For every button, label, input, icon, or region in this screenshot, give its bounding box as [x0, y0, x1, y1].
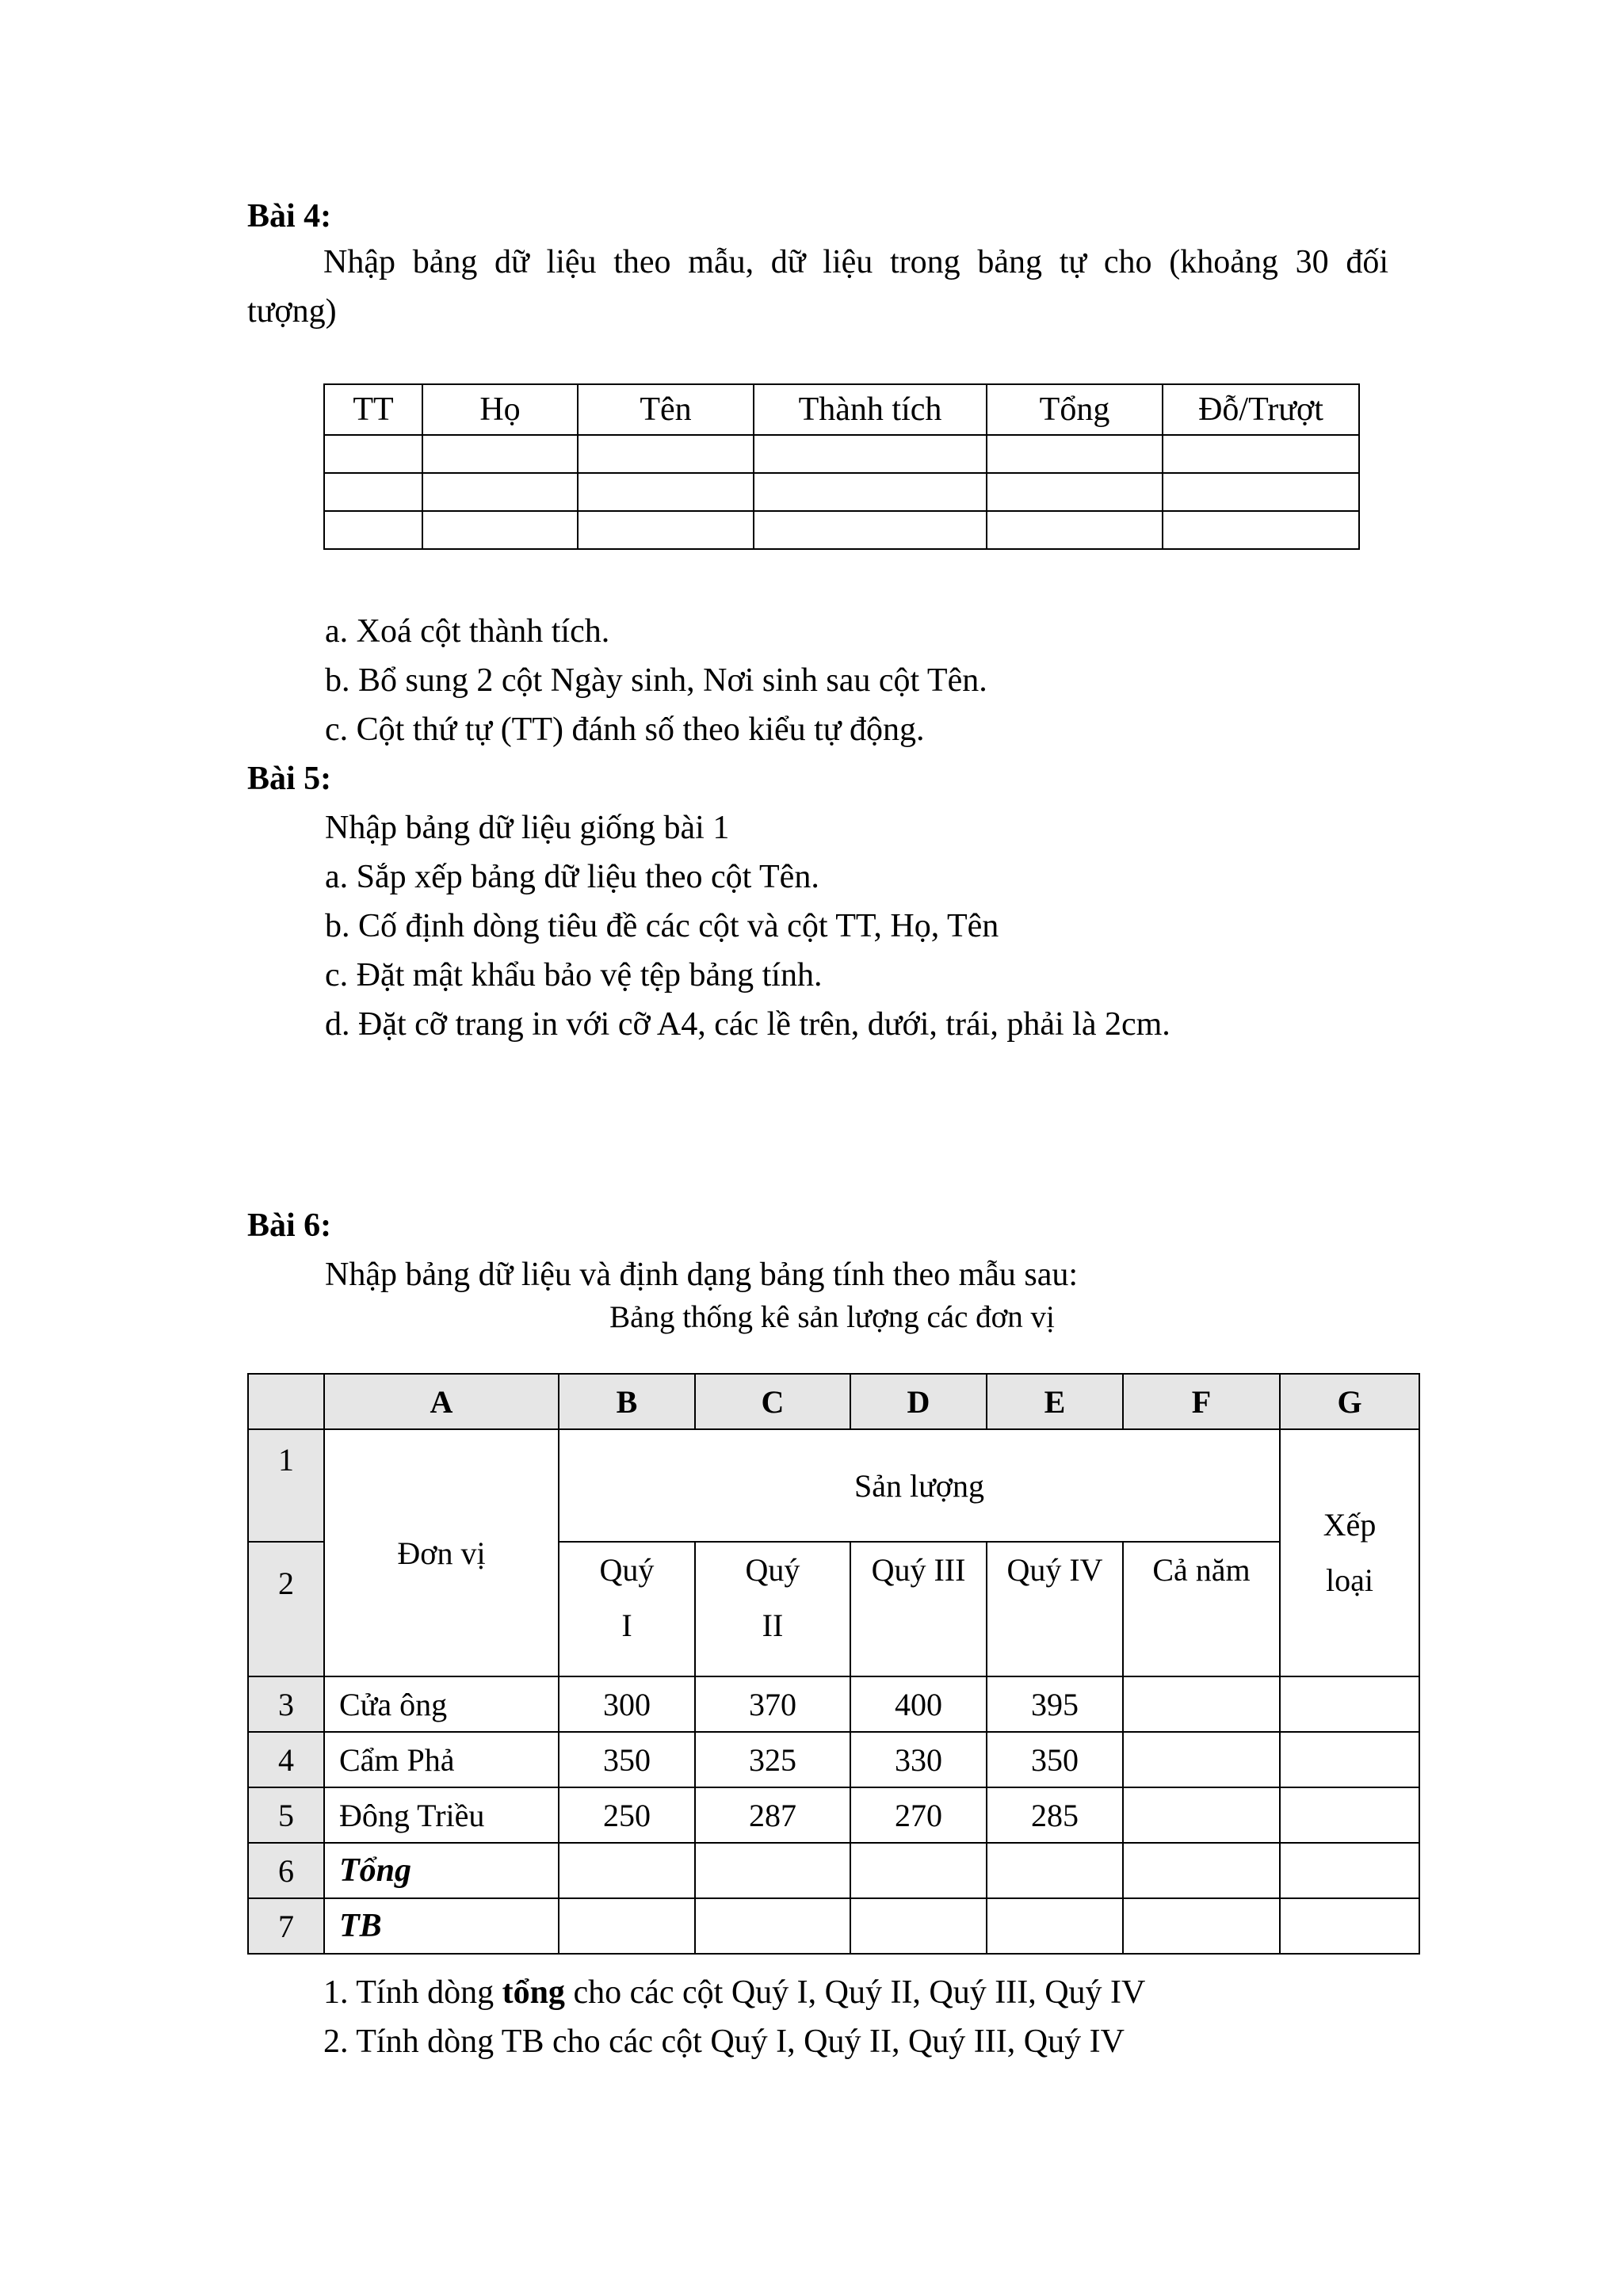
col-letter-g: G: [1280, 1374, 1419, 1429]
bai6-task-1-bold: tổng: [502, 1974, 565, 2011]
empty-cell: [1280, 1732, 1419, 1787]
bai6-caption: Bảng thống kê sản lượng các đơn vị: [609, 1300, 1055, 1334]
empty-cell: [1280, 1898, 1419, 1954]
ca-nam-header: [1123, 1542, 1280, 1676]
empty-cell: [422, 473, 578, 511]
header-cell-ho: Họ: [422, 384, 578, 435]
bai5-task-c: c. Đặt mật khẩu bảo vệ tệp bảng tính.: [325, 957, 823, 994]
table-row: [248, 1732, 1419, 1787]
empty-cell: [1123, 1898, 1280, 1954]
header-cell-thanh-tich: Thành tích: [754, 384, 987, 435]
q3-cell: 330: [850, 1732, 987, 1787]
empty-cell: [1280, 1676, 1419, 1732]
tb-label: TB: [324, 1898, 559, 1954]
bai6-task-1-post: cho các cột Quý I, Quý II, Quý III, Quý IV: [564, 1974, 1146, 2011]
table-row: [248, 1843, 1419, 1898]
bai6-intro: Nhập bảng dữ liệu và định dạng bảng tính theo mẫu sau:: [325, 1257, 1079, 1293]
corner-cell: [248, 1374, 324, 1429]
bai4-task-c: c. Cột thứ tự (TT) đánh số theo kiểu tự động.: [325, 711, 925, 748]
q3-cell: 270: [850, 1787, 987, 1843]
empty-cell: [324, 435, 422, 473]
quy-i-line2: I: [621, 1608, 632, 1643]
empty-cell: [987, 435, 1163, 473]
column-letter-row: [248, 1374, 1419, 1429]
empty-cell: [850, 1898, 987, 1954]
empty-cell: [987, 1898, 1123, 1954]
quy-iii-header: [850, 1542, 987, 1676]
row-number-7: 7: [248, 1898, 324, 1954]
table-row: [248, 1898, 1419, 1954]
bai4-task-a: a. Xoá cột thành tích.: [325, 613, 610, 650]
col-letter-a: A: [324, 1374, 559, 1429]
q1-cell: 300: [559, 1676, 695, 1732]
q4-cell: 285: [987, 1787, 1123, 1843]
row-number-4: 4: [248, 1732, 324, 1787]
empty-cell: [578, 473, 754, 511]
empty-cell: [695, 1898, 850, 1954]
bai5-task-b: b. Cố định dòng tiêu đề các cột và cột TT, Họ, Tên: [325, 908, 999, 944]
header-cell-tt: TT: [324, 384, 422, 435]
q4-cell: 350: [987, 1732, 1123, 1787]
empty-cell: [1163, 511, 1359, 549]
empty-cell: [1123, 1732, 1280, 1787]
empty-cell: [754, 473, 987, 511]
don-vi-header: Đơn vị: [324, 1429, 559, 1676]
bai4-task-b: b. Bổ sung 2 cột Ngày sinh, Nơi sinh sau cột Tên.: [325, 662, 987, 699]
col-letter-b: B: [559, 1374, 695, 1429]
empty-cell: [1163, 435, 1359, 473]
q2-cell: 325: [695, 1732, 850, 1787]
empty-cell: [1280, 1787, 1419, 1843]
row-number-6: 6: [248, 1843, 324, 1898]
xep-loai-line2: loại: [1326, 1562, 1373, 1598]
empty-cell: [324, 511, 422, 549]
empty-cell: [578, 511, 754, 549]
header-cell-tong: Tổng: [987, 384, 1163, 435]
quy-i-line1: Quý: [599, 1552, 655, 1588]
bai4-intro-line1: Nhập bảng dữ liệu theo mẫu, dữ liệu trong bảng tự cho (khoảng 30 đối: [323, 244, 1388, 280]
bai6-task-1: [323, 1973, 1145, 2012]
empty-cell: [987, 1843, 1123, 1898]
row-number-2: 2: [248, 1542, 324, 1676]
empty-cell: [754, 511, 987, 549]
san-luong-header: Sản lượng: [559, 1429, 1280, 1542]
bai4-intro-line2: tượng): [247, 293, 337, 330]
row-number-3: 3: [248, 1676, 324, 1732]
bai5-title: Bài 5:: [247, 761, 332, 797]
empty-cell: [422, 435, 578, 473]
header-cell-ten: Tên: [578, 384, 754, 435]
q3-cell: 400: [850, 1676, 987, 1732]
table-row: [248, 1429, 1419, 1542]
q2-cell: 287: [695, 1787, 850, 1843]
xep-loai-line1: Xếp: [1323, 1507, 1377, 1543]
table-row: [324, 511, 1359, 549]
ca-nam-label: Cả năm: [1152, 1552, 1251, 1588]
empty-cell: [987, 473, 1163, 511]
bai4-template-table: [323, 383, 1360, 550]
quy-i-header: [559, 1542, 695, 1676]
unit-name-cell: Đông Triều: [324, 1787, 559, 1843]
quy-iv-label: Quý IV: [1006, 1552, 1103, 1588]
empty-cell: [754, 435, 987, 473]
table-row: [248, 1676, 1419, 1732]
bai5-task-a: a. Sắp xếp bảng dữ liệu theo cột Tên.: [325, 859, 819, 895]
empty-cell: [559, 1898, 695, 1954]
empty-cell: [578, 435, 754, 473]
empty-cell: [987, 511, 1163, 549]
col-letter-e: E: [987, 1374, 1123, 1429]
unit-name-cell: Cửa ông: [324, 1676, 559, 1732]
row-number-1: 1: [248, 1429, 324, 1542]
tong-label: Tổng: [324, 1843, 559, 1898]
empty-cell: [324, 473, 422, 511]
empty-cell: [1123, 1843, 1280, 1898]
empty-cell: [850, 1843, 987, 1898]
empty-cell: [1123, 1676, 1280, 1732]
empty-cell: [1123, 1787, 1280, 1843]
xep-loai-header: [1280, 1429, 1419, 1676]
q2-cell: 370: [695, 1676, 850, 1732]
empty-cell: [422, 511, 578, 549]
empty-cell: [1280, 1843, 1419, 1898]
bai4-title: Bài 4:: [247, 198, 332, 235]
table-row: [248, 1787, 1419, 1843]
bai6-task-1-pre: 1. Tính dòng: [323, 1974, 502, 2011]
q4-cell: 395: [987, 1676, 1123, 1732]
bai5-intro: Nhập bảng dữ liệu giống bài 1: [325, 810, 730, 846]
table-row: [324, 473, 1359, 511]
bai4-header-row: [324, 384, 1359, 435]
unit-name-cell: Cẩm Phả: [324, 1732, 559, 1787]
quy-ii-header: [695, 1542, 850, 1676]
bai6-title: Bài 6:: [247, 1207, 332, 1244]
q1-cell: 250: [559, 1787, 695, 1843]
empty-cell: [1163, 473, 1359, 511]
col-letter-d: D: [850, 1374, 987, 1429]
quy-ii-line1: Quý: [745, 1552, 800, 1588]
quy-iii-label: Quý III: [871, 1552, 966, 1588]
header-cell-do-truot: Đỗ/Trượt: [1163, 384, 1359, 435]
empty-cell: [695, 1843, 850, 1898]
bai6-spreadsheet-table: [247, 1373, 1420, 1955]
quy-ii-line2: II: [762, 1608, 784, 1643]
row-number-5: 5: [248, 1787, 324, 1843]
empty-cell: [559, 1843, 695, 1898]
col-letter-c: C: [695, 1374, 850, 1429]
bai6-task-2: 2. Tính dòng TB cho các cột Quý I, Quý II, Quý III, Quý IV: [323, 2023, 1125, 2060]
quy-iv-header: [987, 1542, 1123, 1676]
table-row: [324, 435, 1359, 473]
bai5-task-d: d. Đặt cỡ trang in với cỡ A4, các lề trên, dưới, trái, phải là 2cm.: [325, 1006, 1170, 1043]
col-letter-f: F: [1123, 1374, 1280, 1429]
q1-cell: 350: [559, 1732, 695, 1787]
